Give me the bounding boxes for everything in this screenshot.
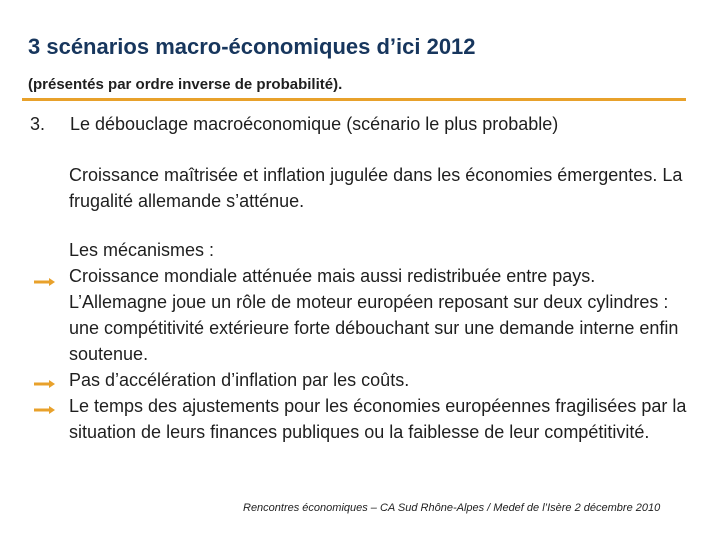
- arrow-right-icon: [33, 378, 57, 390]
- bullet-item: Le temps des ajustements pour les économies européennes fragilisées par la situation de leurs finances publiques ou la faiblesse de leur compétitivité.: [69, 396, 687, 442]
- scenario-description: Croissance maîtrisée et inflation jugulée dans les économies émergentes. La frugalité allemande s’atténue.: [69, 165, 683, 211]
- footer-text: Rencontres économiques – CA Sud Rhône-Alpes / Medef de l’Isère 2 décembre 2010: [243, 502, 661, 514]
- mechanisms-label: Les mécanismes :: [69, 240, 215, 260]
- arrow-right-icon: [33, 404, 57, 416]
- slide-title: 3 scénarios macro-économiques d’ici 2012: [28, 34, 476, 59]
- scenario-number: 3.: [30, 114, 46, 134]
- slide-subtitle: (présentés par ordre inverse de probabilité).: [28, 76, 343, 93]
- scenario-heading: Le débouclage macroéconomique (scénario le plus probable): [70, 114, 559, 134]
- bullet-item: Croissance mondiale atténuée mais aussi redistribuée entre pays. L’Allemagne joue un rôle de moteur européen reposant sur deux cylindres : une compétitivité extérieure forte débouchant sur une demande interne enfin soutenue.: [69, 266, 679, 364]
- title-divider: [22, 98, 686, 101]
- mechanisms-block: [69, 237, 689, 445]
- arrow-right-icon: [33, 276, 57, 288]
- bullet-item: Pas d’accélération d’inflation par les coûts.: [69, 370, 410, 390]
